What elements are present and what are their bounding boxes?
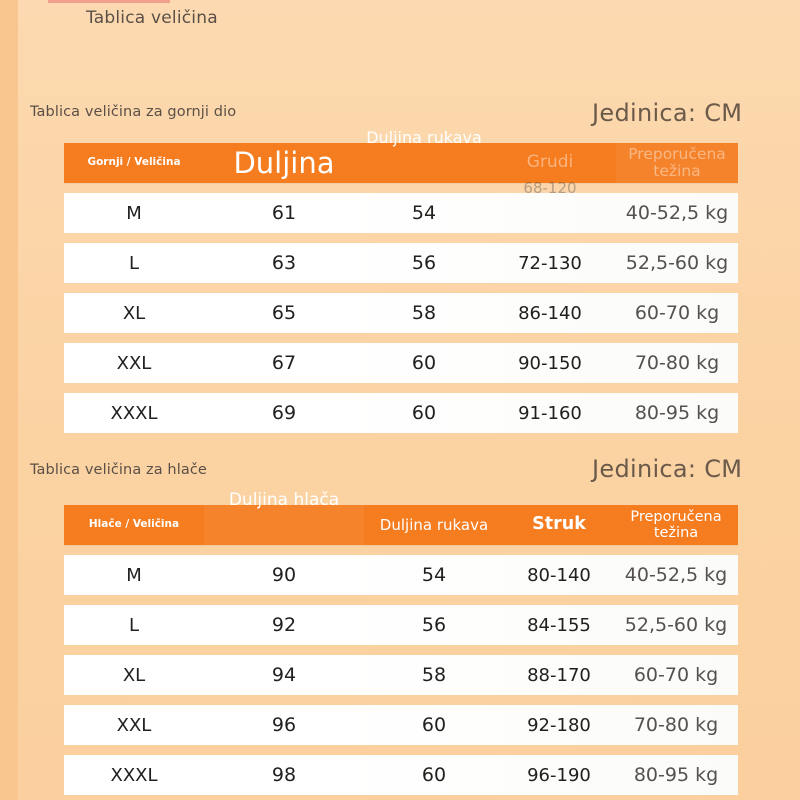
left-edge-strip bbox=[0, 0, 18, 800]
table-row bbox=[64, 293, 738, 333]
cell-chest: 91-160 bbox=[518, 402, 582, 424]
cell-weight: 60-70 kg bbox=[633, 664, 719, 686]
header-cell-length-tops: Duljina bbox=[233, 145, 335, 180]
cell-length: 90 bbox=[271, 564, 297, 586]
cell-length: 94 bbox=[271, 664, 297, 686]
unit-label-pants: Jedinica: CM bbox=[592, 455, 743, 483]
cell-size: M bbox=[126, 202, 142, 224]
section-title-pants: Tablica veličina za hlače bbox=[30, 462, 207, 478]
header-cell-sleeve-length-tops: Duljina rukava bbox=[366, 128, 482, 147]
table-body-tops bbox=[64, 179, 738, 433]
table-row bbox=[64, 555, 738, 595]
page-title: Tablica veličina bbox=[86, 8, 218, 28]
cell-weight: 70-80 kg bbox=[633, 714, 719, 736]
size-table-pants bbox=[64, 490, 738, 795]
table-row bbox=[64, 705, 738, 745]
section-title-tops: Tablica veličina za gornji dio bbox=[30, 104, 237, 120]
header-cell-waist-pants: Struk bbox=[532, 514, 586, 535]
cell-weight: 52,5-60 kg bbox=[625, 252, 729, 274]
cell-length: 67 bbox=[271, 352, 297, 374]
cell-length: 98 bbox=[271, 764, 297, 786]
unit-label-tops: Jedinica: CM bbox=[592, 99, 743, 127]
cell-chest: 90-150 bbox=[518, 352, 582, 374]
cell-size: XXXL bbox=[110, 764, 158, 786]
cell-sleeve: 60 bbox=[411, 352, 437, 374]
cell-length: 92 bbox=[271, 614, 297, 636]
cell-waist: 84-155 bbox=[527, 614, 591, 636]
cell-weight: 80-95 kg bbox=[633, 764, 719, 786]
table-row bbox=[64, 605, 738, 645]
cell-waist: 96-190 bbox=[527, 764, 591, 786]
table-row bbox=[64, 343, 738, 383]
cell-chest: 68-120 bbox=[523, 179, 577, 197]
cell-size: L bbox=[128, 252, 140, 274]
header-cell-size-tops: Gornji / Veličina bbox=[87, 156, 181, 169]
cell-size: L bbox=[128, 614, 140, 636]
cell-sleeve: 56 bbox=[411, 252, 437, 274]
header-cell-weight-pants: Preporučena težina bbox=[630, 508, 722, 541]
table-header-row-tops bbox=[64, 128, 738, 183]
table-row bbox=[64, 755, 738, 795]
cell-sleeve: 58 bbox=[421, 664, 447, 686]
cell-sleeve: 54 bbox=[411, 202, 437, 224]
cell-waist: 80-140 bbox=[527, 564, 591, 586]
cell-chest: 72-130 bbox=[518, 252, 582, 274]
table-row bbox=[64, 393, 738, 433]
header-cell-weight-tops: Preporučena težina bbox=[616, 143, 738, 183]
cell-sleeve: 60 bbox=[411, 402, 437, 424]
cell-size: XL bbox=[122, 664, 146, 686]
cell-length: 61 bbox=[271, 202, 297, 224]
header-cell-size-pants: Hlače / Veličina bbox=[88, 518, 180, 531]
table-row bbox=[64, 243, 738, 283]
cell-chest: 86-140 bbox=[518, 302, 582, 324]
table-header-row-pants bbox=[64, 490, 738, 545]
table-body-pants bbox=[64, 555, 738, 795]
cell-length: 96 bbox=[271, 714, 297, 736]
header-cell-chest-tops: Grudi bbox=[526, 152, 574, 173]
size-table-tops bbox=[64, 128, 738, 433]
cell-length: 65 bbox=[271, 302, 297, 324]
cell-weight: 60-70 kg bbox=[634, 302, 720, 324]
cell-weight: 40-52,5 kg bbox=[625, 202, 729, 224]
cell-sleeve: 56 bbox=[421, 614, 447, 636]
cell-size: XL bbox=[122, 302, 146, 324]
header-cell-pant-length-pants: Duljina hlača bbox=[204, 505, 364, 545]
cell-size: XXL bbox=[116, 714, 152, 736]
header-cell-sleeve-length-pants: Duljina rukava bbox=[379, 515, 489, 534]
top-divider-rule bbox=[48, 0, 170, 3]
cell-size: XXXL bbox=[110, 402, 158, 424]
cell-weight: 70-80 kg bbox=[634, 352, 720, 374]
cell-waist: 92-180 bbox=[527, 714, 591, 736]
table-row bbox=[64, 655, 738, 695]
table-row bbox=[64, 179, 738, 233]
cell-size: M bbox=[126, 564, 142, 586]
cell-sleeve: 60 bbox=[421, 764, 447, 786]
cell-length: 69 bbox=[271, 402, 297, 424]
cell-weight: 80-95 kg bbox=[634, 402, 720, 424]
cell-waist: 88-170 bbox=[527, 664, 591, 686]
cell-size: XXL bbox=[116, 352, 152, 374]
cell-length: 63 bbox=[271, 252, 297, 274]
cell-weight: 40-52,5 kg bbox=[624, 564, 728, 586]
cell-sleeve: 60 bbox=[421, 714, 447, 736]
cell-sleeve: 58 bbox=[411, 302, 437, 324]
cell-weight: 52,5-60 kg bbox=[624, 614, 728, 636]
cell-sleeve: 54 bbox=[421, 564, 447, 586]
